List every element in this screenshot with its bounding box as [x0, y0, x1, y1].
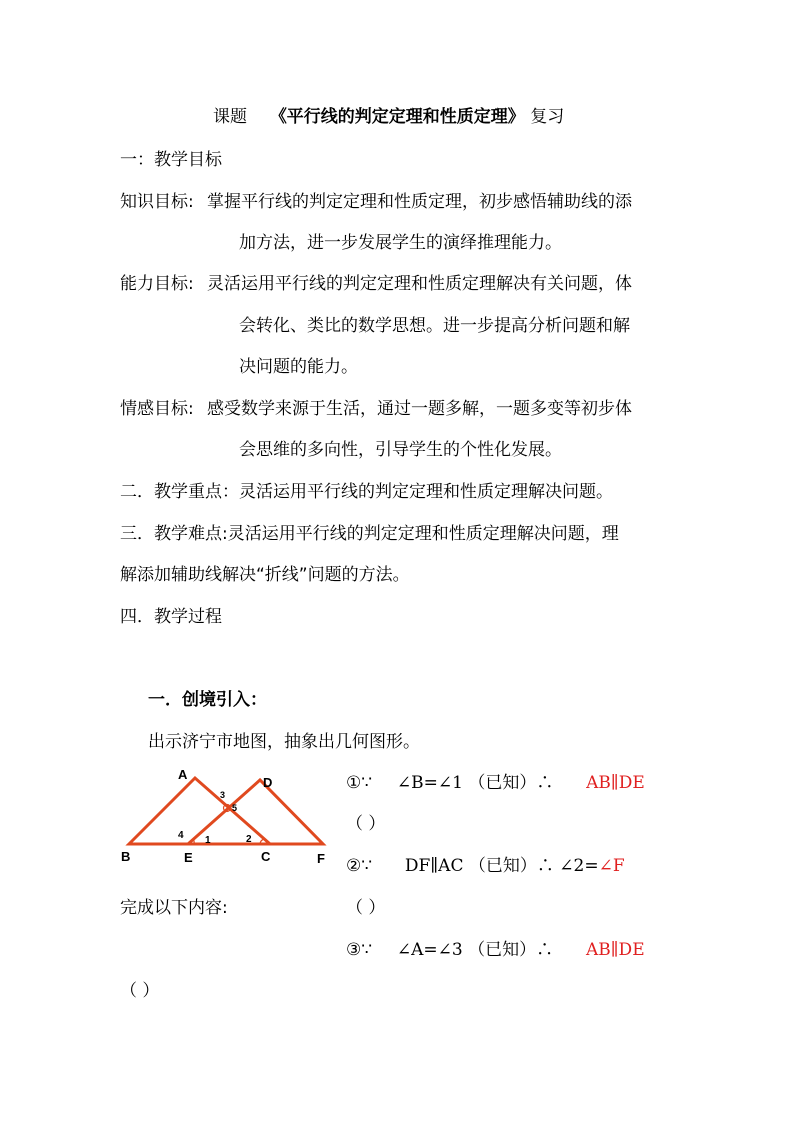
intro-heading: 一．创境引入： — [148, 690, 267, 710]
exercise-1-number: ① — [346, 773, 362, 793]
exercise-2 — [346, 855, 625, 877]
intro-text: 出示济宁市地图，抽象出几何图形。 — [148, 732, 420, 752]
exercise-1-answer: AB∥DE — [586, 773, 645, 793]
exercise-3 — [346, 939, 645, 961]
knowledge-line2: 加方法，进一步发展学生的演绎推理能力。 — [239, 233, 562, 253]
page-title — [213, 106, 564, 128]
exercise-2-reason: （已知） — [468, 856, 537, 876]
section1-heading: 一：教学目标 — [120, 150, 222, 170]
knowledge-line1: 掌握平行线的判定定理和性质定理，初步感悟辅助线的添 — [207, 192, 632, 212]
exercise-1-reason: （已知） — [468, 773, 537, 793]
exercise-3-reason: （已知） — [468, 940, 537, 960]
exercise-3-answer: AB∥DE — [585, 940, 645, 960]
label-c: C — [261, 849, 271, 864]
exercise-3-number: ③ — [346, 940, 362, 960]
emotion-line1: 感受数学来源于生活，通过一题多解，一题多变等初步体 — [207, 399, 632, 419]
section2-text: 二．教学重点：灵活运用平行线的判定定理和性质定理解决问题。 — [120, 482, 613, 502]
label-angle-3: 3 — [220, 790, 226, 800]
ability-line3: 决问题的能力。 — [239, 357, 358, 377]
exercise-3-blank[interactable]: （ ） — [120, 981, 160, 1001]
because-symbol: ∵ — [361, 773, 373, 793]
label-d: D — [263, 775, 273, 790]
complete-label: 完成以下内容: — [120, 898, 228, 918]
label-angle-5: 5 — [232, 803, 238, 813]
exercise-2-number: ② — [346, 856, 362, 876]
title-main: 《平行线的判定定理和性质定理》 — [269, 107, 525, 127]
ability-line1: 灵活运用平行线的判定定理和性质定理解决有关问题，体 — [207, 274, 632, 294]
ability-line2: 会转化、类比的数学思想。进一步提高分析问题和解 — [239, 316, 630, 336]
title-prefix: 课题 — [213, 107, 247, 127]
exercise-3-condition: ∠A=∠3 — [396, 940, 463, 960]
therefore-symbol: ∴ — [536, 856, 554, 876]
section3-line2: 解添加辅助线解决“折线”问题的方法。 — [120, 565, 410, 585]
label-f: F — [317, 851, 325, 866]
exercise-1-blank[interactable]: （ ） — [346, 814, 386, 834]
label-b: B — [121, 849, 131, 864]
exercise-1-condition: ∠B=∠1 — [396, 773, 463, 793]
emotion-line2: 会思维的多向性，引导学生的个性化发展。 — [239, 440, 562, 460]
label-angle-1: 1 — [205, 835, 211, 846]
emotion-label: 情感目标: — [120, 399, 194, 419]
ability-label: 能力目标: — [120, 274, 194, 294]
section4-text: 四．教学过程 — [120, 607, 222, 627]
label-e: E — [184, 850, 193, 865]
therefore-symbol: ∴ — [536, 773, 554, 793]
exercise-2-blank[interactable]: （ ） — [346, 898, 386, 918]
title-suffix: 复习 — [530, 107, 565, 127]
therefore-symbol: ∴ — [536, 940, 554, 960]
label-angle-4: 4 — [178, 830, 184, 841]
exercise-2-answer: ∠F — [598, 856, 625, 876]
exercise-2-condition: DF∥AC — [404, 856, 464, 876]
exercise-1 — [346, 772, 645, 794]
triangle-figure — [120, 768, 335, 868]
exercise-2-answer-prefix: ∠2= — [559, 856, 599, 876]
because-symbol: ∵ — [361, 856, 373, 876]
because-symbol: ∵ — [361, 940, 373, 960]
section3-line1: 三．教学难点:灵活运用平行线的判定定理和性质定理解决问题，理 — [120, 524, 619, 544]
knowledge-label: 知识目标: — [120, 192, 194, 212]
label-angle-2: 2 — [246, 834, 252, 845]
label-a: A — [178, 768, 188, 782]
